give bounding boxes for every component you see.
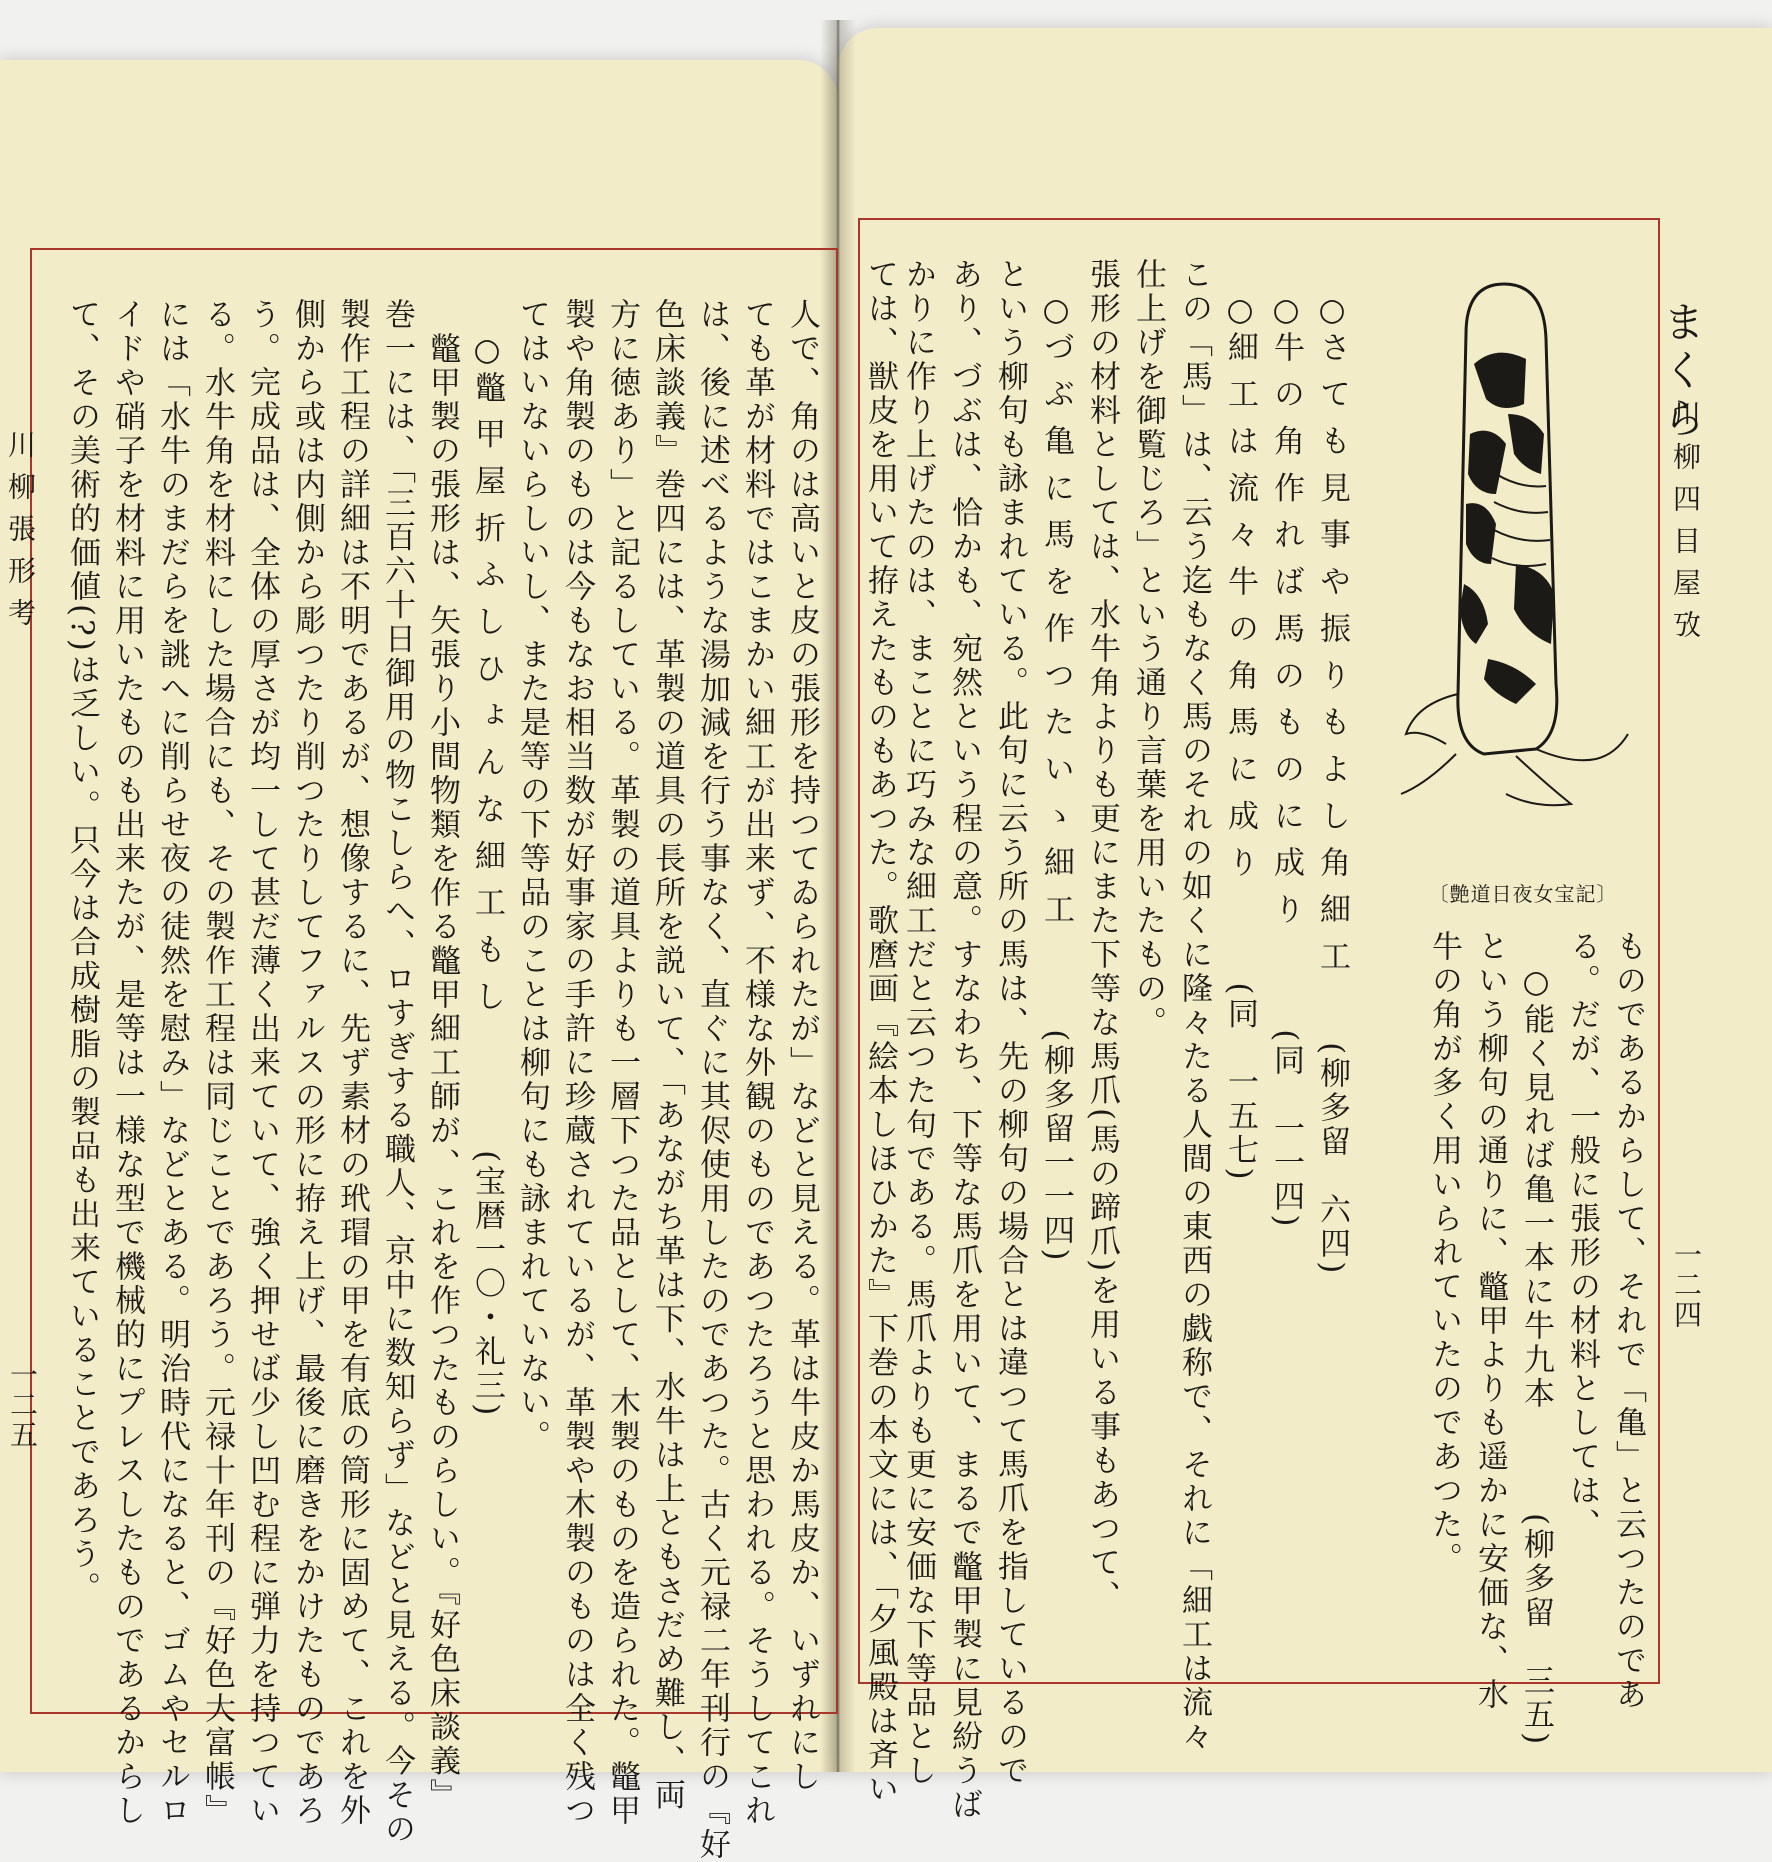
text-column: 製や角製のものは今もなお相当数が好事家の手許に珍蔵されているが、革製や木製のものは全く残つ — [559, 298, 595, 1828]
senryu-verse: ○さ て も 見 事 や 振 り も よ し 角 細 工 (柳多留 六四) — [1314, 258, 1350, 1277]
text-column: 牛の角が多く用いられていたのであつた。 — [1426, 930, 1462, 1576]
text-column: る。だが、一般に張形の材料としては、 — [1564, 930, 1600, 1542]
text-column: ては、獣皮を用いて拵えたものもあつた。歌麿画『絵本しほひかた』下巻の本文には、「夕風殿は斉い — [862, 258, 898, 1807]
text-column: という柳句の通りに、鼈甲よりも遥かに安価な、水 — [1472, 930, 1508, 1712]
senryu-verse: ○能く見れば亀一本に牛九本 (柳多留 三五) — [1518, 930, 1554, 1748]
senryu-verse: ○鼈 甲 屋 折 ふ し ひ ょ ん な 細 工 も し (宝暦一〇・礼三) — [469, 298, 505, 1419]
right-running-title: 川柳四目屋攷 — [1669, 400, 1702, 652]
text-column: てはいないらしいし、また是等の下等品のことは柳句にも詠まれていない。 — [514, 298, 550, 1454]
illustration-caption: 〔艶道日夜女宝記〕 — [1428, 882, 1618, 906]
senryu-verse: ○細 工 は 流 々 牛 の 角 馬 に 成 り (同 一五七) — [1222, 258, 1258, 1183]
text-column: る。水牛角を材料にした場合にも、その製作工程は同じことであろう。元禄十年刊の『好色大富帳』 — [199, 298, 235, 1828]
text-column: 仕上げを御覧じろ」という通り言葉を用いたもの。 — [1130, 258, 1166, 1040]
senryu-verse: ○牛 の 角 作 れ ば 馬 の も の に 成 り (同 一一四) — [1268, 258, 1304, 1230]
text-column: イドや硝子を材料に用いたものも出来たが、是等は一様な型で機械的にプレスしたものであるからし — [109, 298, 145, 1828]
text-column: この「馬」は、云う迄もなく馬のそれの如くに隆々たる人間の東西の戯称で、それに「細工は流々 — [1176, 258, 1212, 1754]
senryu-verse: ○づ ぶ 亀 に 馬 を 作 つ た い ゝ 細 工 (柳多留一一四) — [1038, 258, 1074, 1264]
text-column: 巻一には、「三百六十日御用の物こしらへ、ロすぎする職人、京中に数知らず」などと見える。今その — [379, 298, 415, 1847]
text-column: 側から或は内側から彫つたり削つたりしてファルスの形に拵え上げ、最後に磨きをかけたものであろ — [289, 298, 325, 1828]
text-column: 鼈甲製の張形は、矢張り小間物類を作る鼈甲細工師が、これを作つたものらしい。『好色床談義』 — [424, 298, 460, 1813]
right-page-number: 一二四 — [1670, 1240, 1703, 1330]
illustration-harigata — [1396, 264, 1632, 844]
text-column: には「水牛のまだらを誂へに削らせ夜の徒然を慰み」などとある。明治時代になると、ゴムやセルロ — [154, 298, 190, 1828]
text-column: ものであるからして、それで「亀」と云つたのであ — [1610, 930, 1646, 1712]
text-column: は、後に述べるような湯加減を行う事なく、直ぐに其侭使用したのであつた。古く元禄二年刊行の『好 — [694, 298, 730, 1862]
left-page-number: 一二五 — [6, 1360, 39, 1450]
illustration-inscription: まくら — [1657, 300, 1706, 444]
text-column: かりに作り上げたのは、まことに巧みな細工だと云つた句である。馬爪よりも更に安価な下等品とし — [900, 258, 936, 1788]
text-column: て、その美術的価値(?)は乏しい。只今は合成樹脂の製品も出来ていることであろう。 — [64, 298, 100, 1606]
text-column: あり、づぶは、恰かも、宛然という程の意。すなわち、下等な馬爪を用いて、まるで鼈甲製に見紛うば — [946, 258, 982, 1822]
left-running-title: 川柳張形考 — [4, 430, 37, 640]
text-column: という柳句も詠まれている。此句に云う所の馬は、先の柳句の場合とは違つて馬爪を指しているので — [992, 258, 1028, 1788]
text-column: 色床談義』巻四には、革製の道具の長所を説いて、「あながち革は下、水牛は上ともさだめ難し、両 — [649, 298, 685, 1813]
text-column: う。完成品は、全体の厚さが均一して甚だ薄く出来ていて、強く押せば少し凹む程に弾力を持つてい — [244, 298, 280, 1828]
text-column: 張形の材料としては、水牛角よりも更にまた下等な馬爪(馬の蹄爪)を用いる事もあつて、 — [1084, 258, 1120, 1615]
text-column: 方に徳あり」と記るしている。革製の道具よりも一層下つた品として、木製のものを造られた。鼈甲 — [604, 298, 640, 1828]
text-column: 人で、角のは高いと皮の張形を持つてゐられたが」などと見える。革は牛皮か馬皮か、いずれにし — [784, 298, 820, 1794]
text-column: ても革が材料ではこまかい細工が出来ず、不様な外観のものであつたろうと思われる。そうしてこれ — [739, 298, 775, 1828]
text-column: 製作工程の詳細は不明であるが、想像するに、先ず素材の玳瑁の甲を有底の筒形に固めて、これを外 — [334, 298, 370, 1828]
